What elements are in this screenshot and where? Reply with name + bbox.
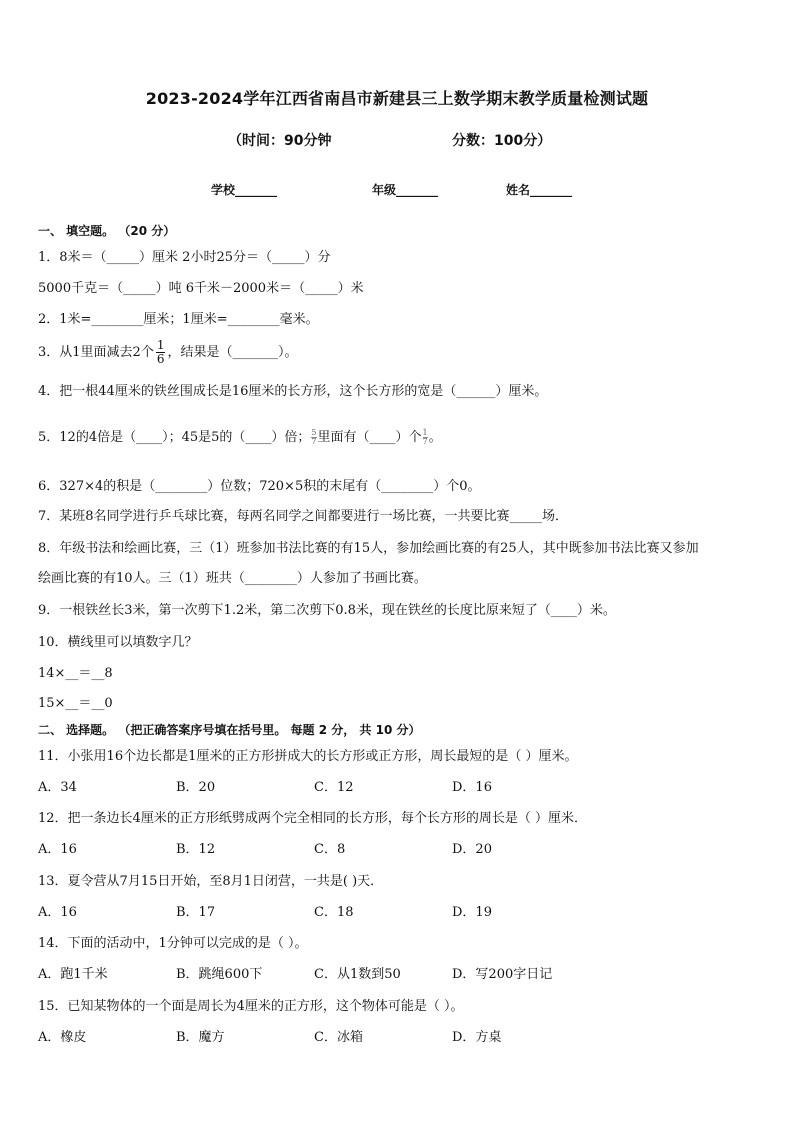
question-4: 4．把一根44厘米的铁丝围成长是16厘米的长方形，这个长方形的宽是（______）厘米。 — [38, 384, 548, 399]
question-3-suffix: ，结果是（_______）。 — [167, 345, 298, 360]
question-10b: 15×__＝__0 — [38, 696, 113, 711]
question-7: 7．某班8名同学进行乒乓球比赛，每两名同学之间都要进行一场比赛，一共要比赛_____场． — [38, 509, 569, 524]
fraction-denominator: 7 — [422, 437, 428, 446]
question-9: 9．一根铁丝长3米，第一次剪下1.2米，第二次剪下0.8米，现在铁丝的长度比原来短了（____）米。 — [38, 603, 616, 618]
option-b: B．魔方 — [176, 1030, 225, 1045]
option-a: A．16 — [38, 842, 77, 857]
option-c: C．12 — [314, 780, 354, 795]
exam-time: （时间：90分钟 — [228, 133, 332, 149]
school-field: 学校_______ — [211, 183, 278, 197]
question-10: 10．横线里可以填数字几？ — [38, 635, 198, 650]
option-b: B．20 — [176, 780, 216, 795]
question-2: 2．1米=________厘米；1厘米=________毫米。 — [38, 312, 319, 327]
question-11: 11．小张用16个边长都是1厘米的正方形拼成大的长方形或正方形，周长最短的是（ ）厘米。 — [38, 749, 578, 764]
option-d: D．20 — [452, 842, 492, 857]
question-13: 13．夏令营从7月15日开始，至8月1日闭营，一共是( )天． — [38, 874, 384, 889]
fraction-numerator: 5 — [311, 428, 317, 437]
option-d: D．写200字日记 — [452, 967, 553, 982]
question-5-suffix: 。 — [428, 430, 442, 445]
option-d: D．方桌 — [452, 1030, 502, 1045]
exam-title: 2023-2024学年江西省南昌市新建县三上数学期末教学质量检测试题 — [145, 89, 649, 108]
option-c: C．冰箱 — [314, 1030, 363, 1045]
option-a: A．16 — [38, 905, 77, 920]
question-1b: 5000千克＝（_____）吨 6千米－2000米＝（_____）米 — [38, 281, 364, 296]
option-b: B．17 — [176, 905, 216, 920]
question-5 — [38, 429, 442, 447]
fraction-numerator: 1 — [156, 338, 165, 352]
section2-heading: 二、 选择题。 （把正确答案序号填在括号里。 每题 2 分， 共 10 分） — [38, 723, 421, 737]
fraction-denominator: 7 — [311, 437, 317, 446]
question-14: 14．下面的活动中，1分钟可以完成的是（ ）。 — [38, 936, 308, 951]
question-10a: 14×__＝__8 — [38, 666, 113, 681]
option-c: C．18 — [314, 905, 354, 920]
option-d: D．19 — [452, 905, 492, 920]
fraction-numerator: 1 — [422, 428, 428, 437]
option-c: C．从1数到50 — [314, 967, 401, 982]
grade-field: 年级_______ — [372, 183, 439, 197]
exam-score: 分数：100分） — [452, 133, 552, 149]
question-3-prefix: 3．从1里面减去2个 — [38, 345, 154, 360]
question-8-line2: 绘画比赛的有10人。三（1）班共（________）人参加了书画比赛。 — [38, 571, 427, 586]
fraction-one-sixth — [156, 339, 166, 366]
question-5-prefix: 5．12的4倍是（____）；45是5的（____）倍； — [38, 430, 311, 445]
question-8-line1: 8．年级书法和绘画比赛，三（1）班参加书法比赛的有15人，参加绘画比赛的有25人，其中既参加书法比赛又参加 — [38, 541, 699, 556]
fraction-one-seventh — [423, 429, 428, 446]
question-15: 15．已知某物体的一个面是周长为4厘米的正方形，这个物体可能是（ ）。 — [38, 999, 464, 1014]
option-b: B．12 — [176, 842, 216, 857]
option-b: B．跳绳600下 — [176, 967, 263, 982]
option-a: A．跑1千米 — [38, 967, 108, 982]
question-5-middle: 里面有（____）个 — [317, 430, 422, 445]
option-a: A．34 — [38, 780, 77, 795]
fraction-denominator: 6 — [156, 352, 165, 366]
question-12: 12．把一条边长4厘米的正方形纸劈成两个完全相同的长方形，每个长方形的周长是（ ）厘米． — [38, 811, 587, 826]
section1-heading: 一、 填空题。 （20 分） — [38, 224, 176, 238]
fraction-five-sevenths — [311, 429, 316, 446]
question-3 — [38, 339, 297, 366]
name-field: 姓名_______ — [506, 183, 573, 197]
option-d: D．16 — [452, 780, 492, 795]
question-6: 6．327×4的积是（________）位数；720×5积的末尾有（________）个0。 — [38, 479, 481, 494]
question-1a: 1．8米＝（_____）厘米 2小时25分＝（_____）分 — [38, 250, 331, 265]
option-c: C．8 — [314, 842, 346, 857]
option-a: A．橡皮 — [38, 1030, 87, 1045]
